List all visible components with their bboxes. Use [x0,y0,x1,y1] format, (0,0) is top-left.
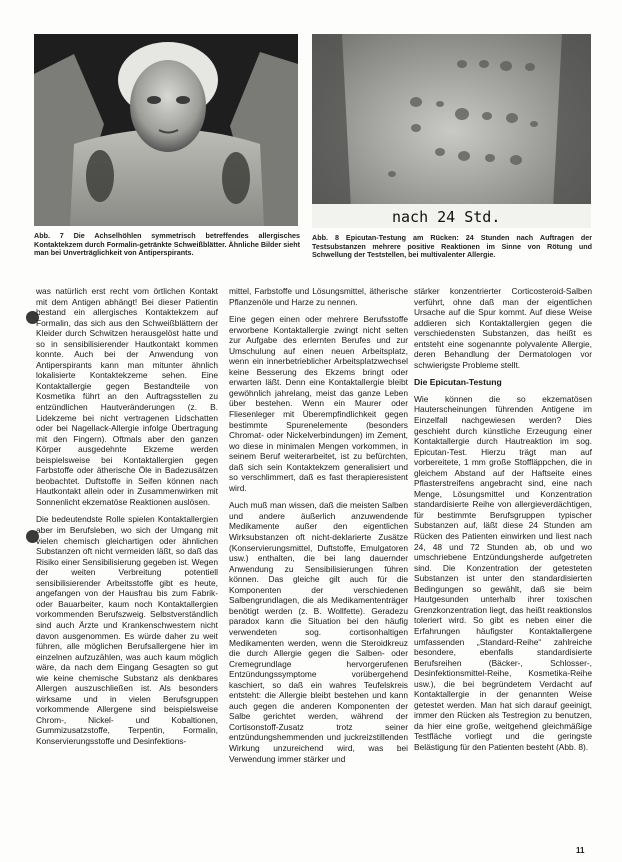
figure-7-photo [34,34,298,226]
figure-8-caption: Abb. 8 Epicutan-Testung am Rücken: 24 Stunden nach Auftragen der Testsubstanzen mehrere positive Reaktionen im Sinne von Rötung und Schwellung der Teststellen, bei multivalenter Allergie. [312,233,592,260]
text-column-1 [36,286,218,754]
page-number: 11 [576,846,585,855]
paragraph: Auch muß man wissen, daß die meisten Salben und andere äußerlich anzuwendende Medikamente außer den eigentlichen Wirksubstanzen oft nicht-deklarierte Zusätze (Konservierungsmittel, Duftstoffe, Emulgatoren usw.) enthalten, die bei lang dauernder Anwendung zu Sensibilisierungen führen können. Das gleiche gilt auch für die Komponenten der verschiedenen Salbengrundlagen, die als Medikamententräger benötigt werden (z. B. Wollfette). Geradezu paradox kann die Situation bei den häufig verwendeten sog. cortisonhaltigen Medikamenten werden, wenn die Steroidkreuz die durch Allergie gegen die Salben- oder Cremegrundlage hervorgerufenen Entzündungssymptome vorübergehend kaschiert, so daß ein wahres Teufelskreis entsteht: die Allergie bleibt bestehen und kann auch gegen die anderen Komponenten der Salbe gerichtet werden, während der Cortisonstoff-Zusatz trotz seiner entzündungshemmenden und juckreizstillenden Wirkung unzureichend wird, was bei Verwendung immer stärker und [229,500,408,764]
figure-8-image [312,34,591,228]
paragraph: stärker konzentrierter Corticosteroid-Salben verführt, ohne daß man der eigentlichen Ursache auf die Spur kommt. Auf diese Weise addieren sich Kontaktallergien gegen die verschiedensten Substanzen, das heißt es entsteht eine sogenannte polyvalente Allergie, deren Behandlung der Dermatologen vor schwierigste Probleme stellt. [414,286,592,370]
paragraph: Eine gegen einen oder mehrere Berufsstoffe erworbene Kontaktallergie zwingt nicht selten zur Aufgabe des erlernten Berufes und zur Umschulung auf einen neuen Arbeitsplatz, wenn ein innerbetrieblicher Arbeitsplatzwechsel keine Besserung des Ekzems bringt oder erwarten läßt. Denn eine Kontaktallergie bleibt gewöhnlich jahrelang, meist das ganze Leben über bestehen. Wenn ein Maurer oder Fliesenleger mit Überempfindlichkeit gegen bestimmte Spurenelemente (besonders Chromat- oder Nickelverbindungen) im Zement, wo diese in minimalen Mengen vorkommen, in seinem Beruf weiterarbeitet, ist zu befürchten, daß sich sein Kontaktekzem generalisiert und so verschlimmert, daß es fast therapieresistent wird. [229,314,408,493]
paragraph: mittel, Farbstoffe und Lösungsmittel, ätherische Pflanzenöle und Harze zu nennen. [229,286,408,307]
figure-7-image [34,34,298,226]
paragraph: Wie können die so ekzematösen Hauterscheinungen führenden Antigene im Einzelfall nachgewiesen werden? Dies geschieht durch künstliche Erzeugung einer Kontaktallergie durch Hautreaktion im sog. Epicutan-Test. Hierzu trägt man auf vorbereitete, 1 mm große Stoffläppchen, die in gleichem Abstand auf der Haftseite eines Pflasterstreifens angebracht sind, eine nach Menge, Lösungsmittel und Konzentration standardisierte Reihe von allergieverdächtigen, für bestimmte Berufsgruppen typischer Substanzen auf, läßt diese 24 Stunden am Rücken des Patienten einwirken und liest nach 24, 48 und 72 Stunden ab, ob und wo umschriebene Entzündungsherde aufgetreten sind. Die Konzentration der getesteten Substanzen ist unter den standardisierten Bedingungen so gewählt, daß sie beim Hautgesunden unterhalb ihrer toxischen Grenzkonzentration liegt, das heißt reaktionslos toleriert wird. So gibt es neben einer die Erfahrungen häufigster Kontaktallergene umfassenden „Standard-Reihe“ zahlreiche besondere, ebenfalls standardisierte Berufsreihen (Bäcker-, Schlosser-, Desinfektionsmittel-Reihe, Kosmetika-Reihe usw.), die bei begründetem Verdacht auf Kontaktallergie in der genannten Weise getestet werden. Man hat sich darauf geeinigt, immer den Rücken als Testregion zu benutzen, da hier eine große, weitgehend gleichmäßige Testfläche vorliegt und die geringste Belästigung für den Patienten besteht (Abb. 8). [414,393,592,752]
section-heading: Die Epicutan-Testung [414,377,502,388]
figure-7-caption: Abb. 7 Die Achselhöhlen symmetrisch betreffendes allergisches Kontaktekzem durch Formalin-getränkte Schweißblätter. Ähnliche Bilder sieht man bei Unverträglichkeit von Antiperspirants. [34,231,300,258]
text-column-3 [414,286,592,760]
text-column-2 [229,286,408,771]
paragraph: Die bedeutendste Rolle spielen Kontaktallergien aber im Berufsleben, wo sich der Umgang mit vielen chemisch gleichartigen oder ähnlichen Substanzen oft nicht vermeiden läßt, so daß das Risiko einer Sensibilisierung gegeben ist. Wegen der weiten Verbreitung potentiell sensibilisierender Arbeitsstoffe gibt es heute, angefangen von der Hausfrau bis zum Fabrik- oder Bauarbeiter, kaum noch Kontaktallergien vorkommenden Berufszweig. Selbstverständlich sind auch Ärzte und Krankenschwestern nicht davon ausgenommen. Es würde daher zu weit führen, alle möglichen Berufsallergene hier im einzelnen aufzuzählen, was auch kaum möglich wäre, da nach dem Eingang Gesagten so gut wie keine chemische Substanz als denkbares Allergen auszuschließen ist. Als besonders wirksame und in vielen Berufsgruppen vorkommende Allergene sind beispielsweise Chrom-, Nickel- und Kobaltionen, Gummizusatzstoffe, Terpentin, Formalin, Konservierungsstoffe und Desinfektions- [36,514,218,746]
figure-8-stamp-label: nach 24 Std. [392,208,501,226]
paragraph: was natürlich erst recht vom örtlichen Kontakt mit dem Antigen abhängt! Bei dieser Patientin bestand ein allergisches Kontaktekzem auf Formalin, das sich aus den Schweißblättern der Kleider durch Schwitzen herausgelöst hatte und so in sensibilisierender Hautkontakt kommen konnte. Auch bei der Anwendung von Antiperspirants kann man mitunter ähnlich lokalisierte Kontaktekzeme sehen. Eine Kontaktallergie gegen Bestandteile von Kosmetika führt an den Auftragsstellen zu entzündlichen Hautveränderungen (z. B. Lidekzeme bei nicht vertragenen Lidschatten oder bei Nagellack-Allergie infolge Übertragung mit den Fingern). Oftmals aber den ganzen Körper ausgedehnte Ekzeme werden beispielsweise bei Kontaktallergien gegen Farbstoffe oder ätherische Öle in Badezusätzen beobachtet. Duftstoffe in Seifen können nach Hautkontakt allein oder in Zusammenwirken mit Sonnenlicht ekzematöse Reaktionen auslösen. [36,286,218,507]
figure-8-photo [312,34,591,228]
